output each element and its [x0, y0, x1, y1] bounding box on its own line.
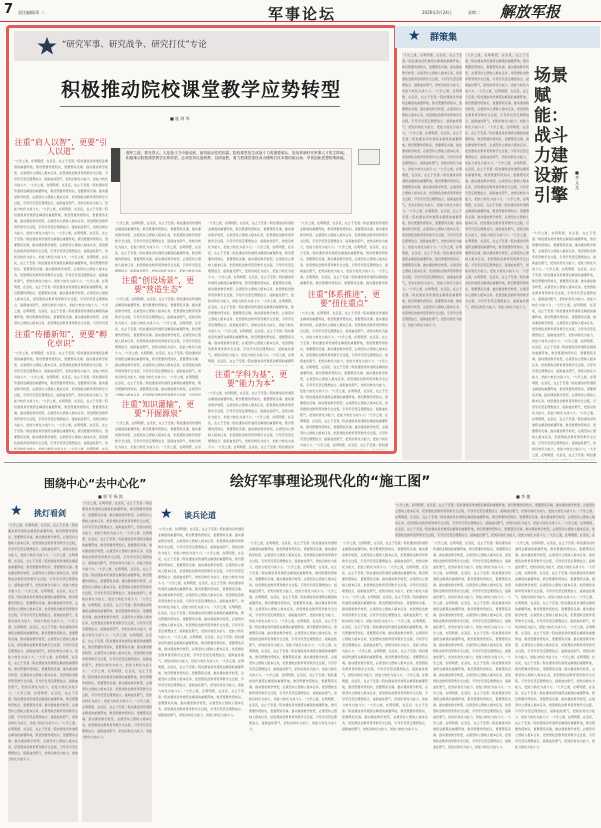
section-heading-6: 注重“体系推进”，更要“扭住重点” — [307, 290, 381, 308]
star-icon: ★ — [160, 506, 173, 522]
body-text-col3: “大学之道，在明明德，在亲民，在止于至善。”院校课堂是传道授业解惑的重要阵地，教员既要传授知识，更要塑造灵魂。推动课堂教学转型，必须坚持立德树人根本任务，把思想政治教育贯穿教学全过程，引导学员坚定理想信念、砥砺血性胆气，把知识转化为能力，把能力转化为战斗力。“大学之道，在明明德，在亲民，在止于至善。”院校课堂是传道授业解惑的重要阵地，教员既要传授知识，更要塑造灵魂。推动课堂教学转型，必须坚持立德树人根本任务，把思想政治教育贯穿教学全过程，引导学员坚定理想信念、砥砺血性胆气，把知识转化为能力，把能力转化为战斗力。“大学之道，在明明德，在亲民，在止于至善。”院校课堂是传道授业解惑的重要阵地，教员既要传授知识，更要塑造灵魂。推动课堂教学转型，必须坚持立德树人根本任务，把思想政治教育贯穿教学全过程，引导学员坚定理想信念、砥砺血性胆气，把知识转化为能力，把能力转化为战斗力。“大学之道，在明明德，在亲民，在止于至善。”院校课堂是传道授业解惑的重要阵地，教员既要传授知识，更要塑造灵魂。推动课堂教学转型，必须坚持立德树人根本任务，把思想政治教育贯穿教学全过程，引导学员坚定理想信念、砥砺血性胆气，把知识转化为能力，把能力转化为战斗力。“大学之道，在明明德，在亲民，在止于至善。”院校课堂是传道授业解惑的重要阵地，教员既要传授知识，更要塑造灵魂。推动课堂教学转型，必须坚持立德树人根本任务，把思想政治教育贯穿教学全过程，引导学员坚定理想信念、砥砺血性胆气，把知识转化为能力，把能力转化为战斗力。“大学之道，在明明德，在亲民，在止于至善。”院校课堂是传道授业解惑的重要阵 — [208, 221, 294, 363]
star-emblem-icon — [36, 36, 58, 56]
bottom-right-body-col5: “大学之道，在明明德，在亲民，在止于至善。”院校课堂是传道授业解惑的重要阵地，教员既要传授知识，更要塑造灵魂。推动课堂教学转型，必须坚持立德树人根本任务，把思想政治教育贯穿教学全过程，引导学员坚定理想信念、砥砺血性胆气，把知识转化为能力，把能力转化为战斗力。“大学之道，在明明德，在亲民，在止于至善。”院校课堂是传道授业解惑的重要阵地，教员既要传授知识，更要塑造灵魂。推动课堂教学转型，必须坚持立德树人根本任务，把思想政治教育贯穿教学全过程，引导学员坚定理想信念、砥砺血性胆气，把知识转化为能力，把能力转化为战斗力。“大学之道，在明明德，在亲民，在止于至善。”院校课堂是传道授业解惑的重要阵地，教员既要传授知识，更要塑造灵魂。推动课堂教学转型，必须坚持立德树人根本任务，把思想政治教育贯穿教学全过程，引导学员坚定理想信念、砥砺血性胆气，把知识转化为能力，把能力转化为战斗力。“大学之道，在明明德，在亲民，在止于至善。”院校课堂是传道授业解惑的重要阵地，教员既要传授知识，更要塑造灵魂。推动课堂教学转型，必须坚持立德树人根本任务，把思想政治教育贯穿教学全过程，引导学员坚定理想信念、砥砺血性胆气，把知识转化为能力，把能力转化为战斗力。“大学之道，在明明德，在亲民，在止于至善。”院校课堂是传道授业解惑的重要阵地，教员既要传授知识，更要塑造灵魂。推动课堂教学转型，必须坚持立德树人根本任务，把思想政治教育贯穿教学全过程，引导学员坚定理想信念、砥砺血性胆气，把知识转化为能力，把能力转化为战斗力。“大学之道，在明明德，在亲民，在止于至善。”院校课堂是传道授业解惑的重要阵地，教员既要传授知识，更要塑造灵魂。推动课堂教学转型，必须坚持立德树人根本任务，把思想政治教育贯穿教学全过程，引导学员坚定理想信念、砥砺血性胆气，把知识转化为能力，把能力转化为战斗力。“大学之道，在明明德，在亲民，在止于至善。”院校课堂是传道授业解惑的重要阵地，教员既要传授知识，更要塑造灵魂。推动课堂教学转型，必须坚持立德树人根本任务，把思想政治教育贯穿教学全过程，引导学员坚定理想信念、砥砺血性胆气，把知识转化为能力，把能力转化为战斗力。 — [515, 541, 595, 749]
issue-date: 2026年3月24日 — [422, 10, 452, 15]
body-text-col4b: “大学之道，在明明德，在亲民，在止于至善。”院校课堂是传道授业解惑的重要阵地，教员既要传授知识，更要塑造灵魂。推动课堂教学转型，必须坚持立德树人根本任务，把思想政治教育贯穿教学全过程，引导学员坚定理想信念、砥砺血性胆气，把知识转化为能力，把能力转化为战斗力。“大学之道，在明明德，在亲民，在止于至善。”院校课堂是传道授业解惑的重要阵地，教员既要传授知识，更要塑造灵魂。推动课堂教学转型，必须坚持立德树人根本任务，把思想政治教育贯穿教学全过程，引导学员坚定理想信念、砥砺血性胆气，把知识转化为能力，把能力转化为战斗力。“大学之道，在明明德，在亲民，在止于至善。”院校课堂是传道授业解惑的重要阵地，教员既要传授知识，更要塑造灵魂。推动课堂教学转型，必须坚持立德树人根本任务，把思想政治教育贯穿教学全过程，引导学员坚定理想信念、砥砺血性胆气，把知识转化为能力，把能力转化为战斗力。“大学之道，在明明德，在亲民，在止于至善。”院校课堂是传道授业解惑的重要阵地，教员既要传授知识，更要塑造灵魂。推动课堂教学转型，必须坚持立德树人根本任务，把思想政治教育贯穿教学全过程，引导学员坚定理想信念、砥砺血性胆气，把知识转化为能力，把能力转化为战斗力。“大学之道，在明明德，在亲民，在止于至善。”院校课堂是传道授业解惑的重要阵地，教员既要传授知识，更要塑造灵魂。推动课堂教学转型，必须坚持立德树人根本任务，把思想政治教育贯穿教学全过程，引导学员坚定理想信念、砥砺血性胆气，把知识转化为能力，把能力转化为战斗力。“大学之道，在明明德，在亲民，在止于至善。”院校课 — [300, 311, 388, 447]
section-heading-5: 注重“学科为基”，更要“能力为本” — [214, 370, 288, 388]
bottom-right-body-col1: “大学之道，在明明德，在亲民，在止于至善。”院校课堂是传道授业解惑的重要阵地，教员既要传授知识，更要塑造灵魂。推动课堂教学转型，必须坚持立德树人根本任务，把思想政治教育贯穿教学全过程，引导学员坚定理想信念、砥砺血性胆气，把知识转化为能力，把能力转化为战斗力。“大学之道，在明明德，在亲民，在止于至善。”院校课堂是传道授业解惑的重要阵地，教员既要传授知识，更要塑造灵魂。推动课堂教学转型，必须坚持立德树人根本任务，把思想政治教育贯穿教学全过程，引导学员坚定理想信念、砥砺血性胆气，把知识转化为能力，把能力转化为战斗力。“大学之道，在明明德，在亲民，在止于至善。”院校课堂是传道授业解惑的重要阵地，教员既要传授知识，更要塑造灵魂。推动课堂教学转型，必须坚持立德树人根本任务，把思想政治教育贯穿教学全过程，引导学员坚定理想信念、砥砺血性胆气，把知识转化为能力，把能力转化为战斗力。“大学之道，在明明德，在亲民，在止于至善。”院校课堂是传道授业解惑的重要阵地，教员既要传授知识，更要塑造灵魂。推动课堂教学转型，必须坚持立德树人根本任务，把思想政治教育贯穿教学全过程，引导学员坚定理想信念、砥砺血性胆气，把知识转化为能力，把能力转化为战斗力。“大学之道，在明明德，在亲民，在止于至善。”院校课堂是传道授业解惑的重要阵地，教员既要传授知识，更要塑造灵魂。推动课堂教学转型，必须坚持立德树人根本任务，把思想政治教育贯穿教学全过程，引导学员坚定理想信念、砥砺血性胆气，把知识转化为能力，把能力转化为战斗力。“大学之道，在明明德，在亲民，在止于至善。”院校课堂是传道授业解惑的重要阵地，教员既要传授知识，更要塑造灵魂。推动课堂教学转型，必须坚持立德树人根本任务，把思想政治教育贯穿教学全过程，引导学员坚定理想信念、砥砺血性胆气，把知识转化为能力，把能力转化为战斗力。“大学之道，在明明德，在亲民，在止于至善。”院校课堂是传道授业解惑的重要阵地，教员既要传授知识，更要塑造灵魂。推动课堂教学转型，必须坚持立德树人根本任务，把思想政治教育贯穿教学全过程，引导学员坚定理想信念、砥砺血性胆气，把知识转化为能力，把能力转化为战斗力。 — [158, 527, 244, 717]
body-text-col4: “大学之道，在明明德，在亲民，在止于至善。”院校课堂是传道授业解惑的重要阵地，教员既要传授知识，更要塑造灵魂。推动课堂教学转型，必须坚持立德树人根本任务，把思想政治教育贯穿教学全过程，引导学员坚定理想信念、砥砺血性胆气，把知识转化为能力，把能力转化为战斗力。“大学之道，在明明德，在亲民，在止于至善。”院校课堂是传道授业解惑的重要阵地，教员既要传授知识，更要塑造灵魂。推动课堂教学转型，必须坚持立德树人根本任务，把思想政治教育贯穿教学全过程，引导学员坚定理想信念、砥砺血性胆气，把知识转化为能力，把能力转化为战斗力。“大学之道，在明明德，在亲民，在止于至善。”院校课堂是传道授业解惑的重要阵地，教员既要传授知识，更要塑造灵魂。推动课堂教学转 — [300, 221, 388, 285]
right-body-col1: “大学之道，在明明德，在亲民，在止于至善。”院校课堂是传道授业解惑的重要阵地，教员既要传授知识，更要塑造灵魂。推动课堂教学转型，必须坚持立德树人根本任务，把思想政治教育贯穿教学全过程，引导学员坚定理想信念、砥砺血性胆气，把知识转化为能力，把能力转化为战斗力。“大学之道，在明明德，在亲民，在止于至善。”院校课堂是传道授业解惑的重要阵地，教员既要传授知识，更要塑造灵魂。推动课堂教学转型，必须坚持立德树人根本任务，把思想政治教育贯穿教学全过程，引导学员坚定理想信念、砥砺血性胆气，把知识转化为能力，把能力转化为战斗力。“大学之道，在明明德，在亲民，在止于至善。”院校课堂是传道授业解惑的重要阵地，教员既要传授知识，更要塑造灵魂。推动课堂教学转型，必须坚持立德树人根本任务，把思想政治教育贯穿教学全过程，引导学员坚定理想信念、砥砺血性胆气，把知识转化为能力，把能力转化为战斗力。“大学之道，在明明德，在亲民，在止于至善。”院校课堂是传道授业解惑的重要阵地，教员既要传授知识，更要塑造灵魂。推动课堂教学转型，必须坚持立德树人根本任务，把思想政治教育贯穿教学全过程，引导学员坚定理想信念、砥砺血性胆气，把知识转化为能力，把能力转化为战斗力。“大学之道，在明明德，在亲民，在止于至善。”院校课堂是传道授业解惑的重要阵地，教员既要传授知识，更要塑造灵魂。推动课堂教学转型，必须坚持立德树人根本任务，把思想政治教育贯穿教学全过程，引导学员坚定理想信念、砥砺血性胆气，把知识转化为能力，把能力转化为战斗力。“大学之道，在明明德，在亲民，在止于至善。”院校课堂是传道授业解惑的重要阵地，教员既要传授知识，更要塑造灵魂。推动课堂教学转型，必须坚持立德树人根本任务，把思想政治教育贯穿教学全过程，引导学员坚定理想信念、砥砺血性胆气，把知识转化为能力，把能力转化为战斗力。“大学之道，在明明德，在亲民，在止于至善。”院校课堂是传道授业解惑的重要阵地，教员既要传授知识，更要塑造灵魂。推动课堂教学转型，必须坚持立德树人根本任务，把思想政治教育贯穿教学全过程，引导学员坚定理想信念、砥砺血性胆气，把知识转化为能力，把能力转化为战斗力。 — [402, 52, 462, 460]
section-divider — [4, 462, 597, 463]
bottom-left-body-col2: “大学之道，在明明德，在亲民，在止于至善。”院校课堂是传道授业解惑的重要阵地，教员既要传授知识，更要塑造灵魂。推动课堂教学转型，必须坚持立德树人根本任务，把思想政治教育贯穿教学全过程，引导学员坚定理想信念、砥砺血性胆气，把知识转化为能力，把能力转化为战斗力。“大学之道，在明明德，在亲民，在止于至善。”院校课堂是传道授业解惑的重要阵地，教员既要传授知识，更要塑造灵魂。推动课堂教学转型，必须坚持立德树人根本任务，把思想政治教育贯穿教学全过程，引导学员坚定理想信念、砥砺血性胆气，把知识转化为能力，把能力转化为战斗力。“大学之道，在明明德，在亲民，在止于至善。”院校课堂是传道授业解惑的重要阵地，教员既要传授知识，更要塑造灵魂。推动课堂教学转型，必须坚持立德树人根本任务，把思想政治教育贯穿教学全过程，引导学员坚定理想信念、砥砺血性胆气，把知识转化为能力，把能力转化为战斗力。“大学之道，在明明德，在亲民，在止于至善。”院校课堂是传道授业解惑的重要阵地，教员既要传授知识，更要塑造灵魂。推动课堂教学转型，必须坚持立德树人根本任务，把思想政治教育贯穿教学全过程，引导学员坚定理想信念、砥砺血性胆气，把知识转化为能力，把能力转化为战斗力。“大学之道，在明明德，在亲民，在止于至善。”院校课堂是传道授业解惑的重要阵地，教员既要传授知识，更要塑造灵魂。推动课堂教学转型，必须坚持立德树人根本任务，把思想政治教育贯穿教学全过程，引导学员坚定理想信念、砥砺血性胆气，把知识转化为能力，把能力转化为战斗力。“大学之道，在明明德，在亲民，在止于至善。”院校课堂是传道授业解惑的重要阵地，教员既要传授知识，更要塑造灵魂。推动课堂教学转型，必须坚持立德树人根本任务，把思想政治教育贯穿教学全过程，引导学员坚定理想信念、砥砺血性胆气，把知识转化为能力，把能力转化为战斗力。“大学之道，在明明德，在亲民，在止于至善。”院校课堂是传道授业解惑的重要阵地，教员既要传授知识，更要塑造灵魂。推动课堂教学转型，必须坚持立德树人根本任务，把思想政治教育贯穿教学全过程，引导学员坚定理想信念、砥砺血性胆气，把知识转化为能力，把能力转化为战斗力。 — [82, 500, 152, 822]
bottom-left-body-col1: “大学之道，在明明德，在亲民，在止于至善。”院校课堂是传道授业解惑的重要阵地，教员既要传授知识，更要塑造灵魂。推动课堂教学转型，必须坚持立德树人根本任务，把思想政治教育贯穿教学全过程，引导学员坚定理想信念、砥砺血性胆气，把知识转化为能力，把能力转化为战斗力。“大学之道，在明明德，在亲民，在止于至善。”院校课堂是传道授业解惑的重要阵地，教员既要传授知识，更要塑造灵魂。推动课堂教学转型，必须坚持立德树人根本任务，把思想政治教育贯穿教学全过程，引导学员坚定理想信念、砥砺血性胆气，把知识转化为能力，把能力转化为战斗力。“大学之道，在明明德，在亲民，在止于至善。”院校课堂是传道授业解惑的重要阵地，教员既要传授知识，更要塑造灵魂。推动课堂教学转型，必须坚持立德树人根本任务，把思想政治教育贯穿教学全过程，引导学员坚定理想信念、砥砺血性胆气，把知识转化为能力，把能力转化为战斗力。“大学之道，在明明德，在亲民，在止于至善。”院校课堂是传道授业解惑的重要阵地，教员既要传授知识，更要塑造灵魂。推动课堂教学转型，必须坚持立德树人根本任务，把思想政治教育贯穿教学全过程，引导学员坚定理想信念、砥砺血性胆气，把知识转化为能力，把能力转化为战斗力。“大学之道，在明明德，在亲民，在止于至善。”院校课堂是传道授业解惑的重要阵地，教员既要传授知识，更要塑造灵魂。推动课堂教学转型，必须坚持立德树人根本任务，把思想政治教育贯穿教学全过程，引导学员坚定理想信念、砥砺血性胆气，把知识转化为能力，把能力转化为战斗力。“大学之道，在明明德，在亲民，在止于至善。”院校课堂是传道授业解惑的重要阵地，教员既要传授知识，更要塑造灵魂。推动课堂教学转型，必须坚持立德树人根本任务，把思想政治教育贯穿教学全过程，引导学员坚定理想信念、砥砺血性胆气，把知识转化为能力，把能力转化为战斗力。“大学之道，在明明德，在亲民，在止于至善。”院校课堂是传道授业解惑的重要阵地，教员既要传授知识，更要塑造灵魂。推动课堂教学转型，必须坚持立德树人根本任务，把思想政治教育贯穿教学全过程，引导学员坚定理想信念、砥砺血性胆气，把知识转化为能力，把能力转化为战斗力。 — [8, 522, 78, 822]
lead-quote-text: 强军之道，要在得人。人是战斗力中最活跃、最具能动性的因素。院校课堂是生成战斗力的重要源头，是培养新时代军事人才的主阵地。积极推动院校课堂教学应势转型，必须坚持以战领教、以研促教，着力把课堂建设成为锤炼打仗本领的练兵场、孕育创新思想的策源地。 — [126, 151, 348, 161]
section-heading-4: 注重“知识灌输”，更要“开掘源泉” — [121, 400, 195, 418]
body-text-col1: “大学之道，在明明德，在亲民，在止于至善。”院校课堂是传道授业解惑的重要阵地，教员既要传授知识，更要塑造灵魂。推动课堂教学转型，必须坚持立德树人根本任务，把思想政治教育贯穿教学全过程，引导学员坚定理想信念、砥砺血性胆气，把知识转化为能力，把能力转化为战斗力。“大学之道，在明明德，在亲民，在止于至善。”院校课堂是传道授业解惑的重要阵地，教员既要传授知识，更要塑造灵魂。推动课堂教学转型，必须坚持立德树人根本任务，把思想政治教育贯穿教学全过程，引导学员坚定理想信念、砥砺血性胆气，把知识转化为能力，把能力转化为战斗力。“大学之道，在明明德，在亲民，在止于至善。”院校课堂是传道授业解惑的重要阵地，教员既要传授知识，更要塑造灵魂。推动课堂教学转型，必须坚持立德树人根本任务，把思想政治教育贯穿教学全过程，引导学员坚定理想信念、砥砺血性胆气，把知识转化为能力，把能力转化为战斗力。“大学之道，在明明德，在亲民，在止于至善。”院校课堂是传道授业解惑的重要阵地，教员既要传授知识，更要塑造灵魂。推动课堂教学转型，必须坚持立德树人根本任务，把思想政治教育贯穿教学全过程，引导学员坚定理想信念、砥砺血性胆气，把知识转化为能力，把能力转化为战斗力。“大学之道，在明明德，在亲民，在止于至善。”院校课堂是传道授业解惑的重要阵地，教员既要传授知识，更要塑造灵魂。推动课堂教学转型，必须坚持立德树人根本任务，把思想政治教育贯穿教学全过程，引导学员坚定理想信念、砥砺血性胆气，把知识转化为能力，把能力转化为战斗力。“大学之道，在明明德，在亲民，在止于至善。”院校课堂是传道授业解惑的重要阵地，教员既要传授知识，更要塑造灵魂。推动课堂教学转型，必须坚持立德树人根本任务，把思想政治教育贯穿教学全过程，引导学员坚定理想信念、砥砺血性胆气，把知识转化为能力，把能力转化为战斗力。“大学之道，在明明德，在亲民，在止于至善。”院校课堂是传道授业解惑的重要阵地，教员既要传授知识，更要塑造灵魂。推动课堂教学转型，必须坚持立德树人根本任务，把思想政治教育贯穿教学全过程，引导学员坚 — [14, 159, 108, 325]
body-text-col3b: “大学之道，在明明德，在亲民，在止于至善。”院校课堂是传道授业解惑的重要阵地，教员既要传授知识，更要塑造灵魂。推动课堂教学转型，必须坚持立德树人根本任务，把思想政治教育贯穿教学全过程，引导学员坚定理想信念、砥砺血性胆气，把知识转化为能力，把能力转化为战斗力。“大学之道，在明明德，在亲民，在止于至善。”院校课堂是传道授业解惑的重要阵地，教员既要传授知识，更要塑造灵魂。推动课堂教学转型，必须坚持立德树人根本任务，把思想政治教育贯穿教学全过程，引导学员坚定理想信念、砥砺血性胆气，把知识转化为能力，把能力转化为战斗力。“大学之道，在明明德，在亲民，在止于至善。”院校课堂是 — [208, 391, 294, 449]
star-icon: ★ — [408, 28, 421, 44]
editor-credit: 责任编辑/邓 二 — [18, 10, 45, 15]
body-text-col1b: “大学之道，在明明德，在亲民，在止于至善。”院校课堂是传道授业解惑的重要阵地，教员既要传授知识，更要塑造灵魂。推动课堂教学转型，必须坚持立德树人根本任务，把思想政治教育贯穿教学全过程，引导学员坚定理想信念、砥砺血性胆气，把知识转化为能力，把能力转化为战斗力。“大学之道，在明明德，在亲民，在止于至善。”院校课堂是传道授业解惑的重要阵地，教员既要传授知识，更要塑造灵魂。推动课堂教学转型，必须坚持立德树人根本任务，把思想政治教育贯穿教学全过程，引导学员坚定理想信念、砥砺血性胆气，把知识转化为能力，把能力转化为战斗力。“大学之道，在明明德，在亲民，在止于至善。”院校课堂是传道授业解惑的重要阵地，教员既要传授知识，更要塑造灵魂。推动课堂教学转型，必须坚持立德树人根本任务，把思想政治教育贯穿教学全过程，引导学员坚定理想信念、砥砺血性胆气，把知识转化为能力，把能力转化为战斗力。“大学之道，在明明德，在亲民，在止于至善。”院校课堂是传道授业解惑的重要阵地，教员既要传授知识，更要塑造灵魂。推动课堂教学转型，必须坚持立德树人根本任务，把思想政治教育贯穿教学全过程，引导学员坚定理想信念、砥砺血性胆气，把知识转化为能力，把能力转化为战斗力。“大学之道，在明明德，在亲 — [14, 351, 108, 450]
right-body-col2: “大学之道，在明明德，在亲民，在止于至善。”院校课堂是传道授业解惑的重要阵地，教员既要传授知识，更要塑造灵魂。推动课堂教学转型，必须坚持立德树人根本任务，把思想政治教育贯穿教学全过程，引导学员坚定理想信念、砥砺血性胆气，把知识转化为能力，把能力转化为战斗力。“大学之道，在明明德，在亲民，在止于至善。”院校课堂是传道授业解惑的重要阵地，教员既要传授知识，更要塑造灵魂。推动课堂教学转型，必须坚持立德树人根本任务，把思想政治教育贯穿教学全过程，引导学员坚定理想信念、砥砺血性胆气，把知识转化为能力，把能力转化为战斗力。“大学之道，在明明德，在亲民，在止于至善。”院校课堂是传道授业解惑的重要阵地，教员既要传授知识，更要塑造灵魂。推动课堂教学转型，必须坚持立德树人根本任务，把思想政治教育贯穿教学全过程，引导学员坚定理想信念、砥砺血性胆气，把知识转化为能力，把能力转化为战斗力。“大学之道，在明明德，在亲民，在止于至善。”院校课堂是传道授业解惑的重要阵地，教员既要传授知识，更要塑造灵魂。推动课堂教学转型，必须坚持立德树人根本任务，把思想政治教育贯穿教学全过程，引导学员坚定理想信念、砥砺血性胆气，把知识转化为能力，把能力转化为战斗力。“大学之道，在明明德，在亲民，在止于至善。”院校课堂是传道授业解惑的重要阵地，教员既要传授知识，更要塑造灵魂。推动课堂教学转型，必须坚持立德树人根本任务，把思想政治教育贯穿教学全过程，引导学员坚定理想信念、砥砺血性胆气，把知识转化为能力，把能力转化为战斗力。“大学之道，在明明德，在亲民，在止于至善。”院校课堂是传道授业解惑的重要阵地，教员既要传授知识，更要塑造灵魂。推动课堂教学转型，必须坚持立德树人根本任务，把思想政治教育贯穿教学全过程，引导学员坚定理想信念、砥砺血性胆气，把知识转化为能力，把能力转化为战斗力。“大学之道，在明明德，在亲民，在止于至善。”院校课堂是传道授业解惑的重要阵地，教员既要传授知识，更要塑造灵魂。推动课堂教学转型，必须坚持立德树人根本任务，把思想政治教育贯穿教学全过程，引导学员坚定理想信念、砥砺血性胆气，把知识转化为能力，把能力转化为战斗力。 — [465, 52, 529, 460]
bottom-right-body-col2: “大学之道，在明明德，在亲民，在止于至善。”院校课堂是传道授业解惑的重要阵地，教员既要传授知识，更要塑造灵魂。推动课堂教学转型，必须坚持立德树人根本任务，把思想政治教育贯穿教学全过程，引导学员坚定理想信念、砥砺血性胆气，把知识转化为能力，把能力转化为战斗力。“大学之道，在明明德，在亲民，在止于至善。”院校课堂是传道授业解惑的重要阵地，教员既要传授知识，更要塑造灵魂。推动课堂教学转型，必须坚持立德树人根本任务，把思想政治教育贯穿教学全过程，引导学员坚定理想信念、砥砺血性胆气，把知识转化为能力，把能力转化为战斗力。“大学之道，在明明德，在亲民，在止于至善。”院校课堂是传道授业解惑的重要阵地，教员既要传授知识，更要塑造灵魂。推动课堂教学转型，必须坚持立德树人根本任务，把思想政治教育贯穿教学全过程，引导学员坚定理想信念、砥砺血性胆气，把知识转化为能力，把能力转化为战斗力。“大学之道，在明明德，在亲民，在止于至善。”院校课堂是传道授业解惑的重要阵地，教员既要传授知识，更要塑造灵魂。推动课堂教学转型，必须坚持立德树人根本任务，把思想政治教育贯穿教学全过程，引导学员坚定理想信念、砥砺血性胆气，把知识转化为能力，把能力转化为战斗力。“大学之道，在明明德，在亲民，在止于至善。”院校课堂是传道授业解惑的重要阵地，教员既要传授知识，更要塑造灵魂。推动课堂教学转型，必须坚持立德树人根本任务，把思想政治教育贯穿教学全过程，引导学员坚定理想信念、砥砺血性胆气，把知识转化为能力，把能力转化为战斗力。“大学之道，在明明德，在亲民，在止于至善。”院校课堂是传道授业解惑的重要阵地，教员既要传授知识，更要塑造灵魂。推动课堂教学转型，必须坚持立德树人根本任务，把思想政治教育贯穿教学全过程，引导学员坚定理想信念、砥砺血性胆气，把知识转化为能力，把能力转化为战斗力。“大学之道，在明明德，在亲民，在止于至善。”院校课堂是传道授业解惑的重要阵地，教员既要传授知识，更要塑造灵魂。推动课堂教学转型，必须坚持立德树人根本任务，把思想政治教育贯穿教学全过程，引导学员坚定理想信念、砥砺血性胆气，把知识转化为能力，把能力转化为战斗力。 — [249, 541, 337, 731]
body-text-col2c: “大学之道，在明明德，在亲民，在止于至善。”院校课堂是传道授业解惑的重要阵地，教员既要传授知识，更要塑造灵魂。推动课堂教学转型，必须坚持立德树人根本任务，把思想政治教育贯穿教学全过程，引导学员坚定理想信念、砥砺血性胆气，把知识转化为能力，把能力转化为战斗力。“大学之道，在明明德，在亲 — [115, 421, 201, 449]
star-icon: ★ — [10, 503, 23, 519]
newspaper-logo: 解放军报 — [500, 3, 561, 21]
article-author: ■ 庞 鸿 华 — [170, 116, 190, 121]
issue-weekday: 星期二 — [468, 10, 480, 15]
bottom-right-section-label: 谈兵论道 — [184, 511, 216, 520]
column-banner-title: “研究军事、研究战争、研究打仗”专论 — [62, 40, 207, 50]
bottom-left-author: ■ 郭 军 杨 凯 — [98, 494, 123, 499]
section-heading-1: 注重“肩人以智”，更要“引人以道” — [14, 138, 108, 156]
article-headline: 积极推动院校课堂教学应势转型 — [60, 79, 341, 101]
bottom-right-body-col3: “大学之道，在明明德，在亲民，在止于至善。”院校课堂是传道授业解惑的重要阵地，教员既要传授知识，更要塑造灵魂。推动课堂教学转型，必须坚持立德树人根本任务，把思想政治教育贯穿教学全过程，引导学员坚定理想信念、砥砺血性胆气，把知识转化为能力，把能力转化为战斗力。“大学之道，在明明德，在亲民，在止于至善。”院校课堂是传道授业解惑的重要阵地，教员既要传授知识，更要塑造灵魂。推动课堂教学转型，必须坚持立德树人根本任务，把思想政治教育贯穿教学全过程，引导学员坚定理想信念、砥砺血性胆气，把知识转化为能力，把能力转化为战斗力。“大学之道，在明明德，在亲民，在止于至善。”院校课堂是传道授业解惑的重要阵地，教员既要传授知识，更要塑造灵魂。推动课堂教学转型，必须坚持立德树人根本任务，把思想政治教育贯穿教学全过程，引导学员坚定理想信念、砥砺血性胆气，把知识转化为能力，把能力转化为战斗力。“大学之道，在明明德，在亲民，在止于至善。”院校课堂是传道授业解惑的重要阵地，教员既要传授知识，更要塑造灵魂。推动课堂教学转型，必须坚持立德树人根本任务，把思想政治教育贯穿教学全过程，引导学员坚定理想信念、砥砺血性胆气，把知识转化为能力，把能力转化为战斗力。“大学之道，在明明德，在亲民，在止于至善。”院校课堂是传道授业解惑的重要阵地，教员既要传授知识，更要塑造灵魂。推动课堂教学转型，必须坚持立德树人根本任务，把思想政治教育贯穿教学全过程，引导学员坚定理想信念、砥砺血性胆气，把知识转化为能力，把能力转化为战斗力。“大学之道，在明明德，在亲民，在止于至善。”院校课堂是传道授业解惑的重要阵地，教员既要传授知识，更要塑造灵魂。推动课堂教学转型，必须坚持立德树人根本任务，把思想政治教育贯穿教学全过程，引导学员坚定理想信念、砥砺血性胆气，把知识转化为能力，把能力转化为战斗力。“大学之道，在明明德，在亲民，在止于至善。”院校课堂是传道授业解惑的重要阵地，教员既要传授知识，更要塑造灵魂。推动课堂教学转型，必须坚持立德树人根本任务，把思想政治教育贯穿教学全过程，引导学员坚定理想信念、砥砺血性胆气，把知识转化为能力，把能力转化为战斗力。 — [342, 541, 428, 731]
bottom-left-section-label: 挑灯看剑 — [34, 509, 66, 518]
section-heading-3: 注重“创设场景”，更要“营造生态” — [121, 276, 195, 294]
right-section-label: 群策集 — [430, 33, 458, 43]
right-body-col3: “大学之道，在明明德，在亲民，在止于至善。”院校课堂是传道授业解惑的重要阵地，教员既要传授知识，更要塑造灵魂。推动课堂教学转型，必须坚持立德树人根本任务，把思想政治教育贯穿教学全过程，引导学员坚定理想信念、砥砺血性胆气，把知识转化为能力，把能力转化为战斗力。“大学之道，在明明德，在亲民，在止于至善。”院校课堂是传道授业解惑的重要阵地，教员既要传授知识，更要塑造灵魂。推动课堂教学转型，必须坚持立德树人根本任务，把思想政治教育贯穿教学全过程，引导学员坚定理想信念、砥砺血性胆气，把知识转化为能力，把能力转化为战斗力。“大学之道，在明明德，在亲民，在止于至善。”院校课堂是传道授业解惑的重要阵地，教员既要传授知识，更要塑造灵魂。推动课堂教学转型，必须坚持立德树人根本任务，把思想政治教育贯穿教学全过程，引导学员坚定理想信念、砥砺血性胆气，把知识转化为能力，把能力转化为战斗力。“大学之道，在明明德，在亲民，在止于至善。”院校课堂是传道授业解惑的重要阵地，教员既要传授知识，更要塑造灵魂。推动课堂教学转型，必须坚持立德树人根本任务，把思想政治教育贯穿教学全过程，引导学员坚定理想信念、砥砺血性胆气，把知识转化为能力，把能力转化为战斗力。“大学之道，在明明德，在亲民，在止于至善。”院校课堂是传道授业解惑的重要阵地，教员既要传授知识，更要塑造灵魂。推动课堂教学转型，必须坚持立德树人根本任务，把思想政治教育贯穿教学全过程，引导学员坚定理想信念、砥砺血性胆气，把知识转化为能力，把能力转化为战斗力。“大学之道，在明明德，在亲民，在止于至善。”院校课堂是传道授业解惑的重要阵地，教员既要传授知识，更要塑造灵魂。推动课堂教学转型，必须坚持立德树人根本任务，把思想政治教育贯穿教学全过程，引导学员坚定理想信念、砥砺血性胆气，把知识转化为能力，把能力转化为战斗力。“大学之道，在明明德，在亲民，在止于至善。”院校课 — [532, 231, 596, 457]
bottom-left-headline: 围绕中心“去中心化” — [44, 477, 147, 490]
bottom-right-intro: “大学之道，在明明德，在亲民，在止于至善。”院校课堂是传道授业解惑的重要阵地，教员既要传授知识，更要塑造灵魂。推动课堂教学转型，必须坚持立德树人根本任务，把思想政治教育贯穿教学全过程，引导学员坚定理想信念、砥砺血性胆气，把知识转化为能力，把能力转化为战斗力。“大学之道，在明明德，在亲民，在止于至善。”院校课堂是传道授业解惑的重要阵地，教员既要传授知识，更要塑造灵魂。推动课堂教学转型，必须坚持立德树人根本任务，把思想政治教育贯穿教学全过程，引导学员坚定理想信念、砥砺血性胆气，把知识转化为能力，把能力转化为战斗力。“大学之道，在明明德，在亲民，在止于至善。”院校课堂是传道授业解惑的重要阵地，教员既要传授知识，更要塑造灵魂。推动课堂教学转型，必须坚持立德树人根本任务，把思想政治教育贯穿教学全过程，引导学员坚定理想信念、砥砺血性胆气，把知识转化为能力，把能力转化为战斗力。“大学之道，在明明德，在亲民，在 — [395, 503, 595, 537]
bottom-right-headline: 绘好军事理论现代化的“施工图” — [230, 474, 431, 490]
right-section-banner — [395, 26, 600, 48]
section-heading-2: 注重“传播新知”，更要“孵化卓识” — [14, 330, 108, 348]
body-text-col2b: “大学之道，在明明德，在亲民，在止于至善。”院校课堂是传道授业解惑的重要阵地，教员既要传授知识，更要塑造灵魂。推动课堂教学转型，必须坚持立德树人根本任务，把思想政治教育贯穿教学全过程，引导学员坚定理想信念、砥砺血性胆气，把知识转化为能力，把能力转化为战斗力。“大学之道，在明明德，在亲民，在止于至善。”院校课堂是传道授业解惑的重要阵地，教员既要传授知识，更要塑造灵魂。推动课堂教学转型，必须坚持立德树人根本任务，把思想政治教育贯穿教学全过程，引导学员坚定理想信念、砥砺血性胆气，把知识转化为能力，把能力转化为战斗力。“大学之道，在明明德，在亲民，在止于至善。”院校课堂是传道授业解惑的重要阵地，教员既要传授知识，更要塑造灵魂。推动课堂教学转型，必须坚持立德树人根本任务，把思想政治教育贯穿教学全过程，引导学员坚定理想信念、砥砺血性胆气，把知识转化为能力，把能力转化为战斗力。“大学之道，在明明德，在亲民，在止于至善。”院校课堂是传道授业解惑的重要阵地，教员既要传授知识，更要塑造灵魂。推动课堂教学转型，必须坚持立德树人根本任务，把思想政治教育贯穿教学全过程，引导学员 — [115, 297, 201, 396]
bottom-right-author: ■ 李 婕 — [516, 494, 531, 499]
page-number: 7 — [4, 2, 14, 17]
body-text-col2: “大学之道，在明明德，在亲民，在止于至善。”院校课堂是传道授业解惑的重要阵地，教员既要传授知识，更要塑造灵魂。推动课堂教学转型，必须坚持立德树人根本任务，把思想政治教育贯穿教学全过程，引导学员坚定理想信念、砥砺血性胆气，把知识转化为能力，把能力转化为战斗力。“大学之道，在明明德，在亲民，在止于至善。”院校课堂是传道授业解惑的重要阵地，教员既要传授知识，更要塑造灵魂。推动课堂教学转型，必须坚持立德树人根本任务，把思想政治教育贯穿教学全过程，引导学员坚定理想信念、砥砺血性胆气，把知识转化为能力，把能力转化为战 — [115, 221, 201, 272]
headline-rule — [60, 106, 340, 107]
right-article-author: ■ 李 文 龙 — [575, 170, 579, 190]
bottom-right-body-col4: “大学之道，在明明德，在亲民，在止于至善。”院校课堂是传道授业解惑的重要阵地，教员既要传授知识，更要塑造灵魂。推动课堂教学转型，必须坚持立德树人根本任务，把思想政治教育贯穿教学全过程，引导学员坚定理想信念、砥砺血性胆气，把知识转化为能力，把能力转化为战斗力。“大学之道，在明明德，在亲民，在止于至善。”院校课堂是传道授业解惑的重要阵地，教员既要传授知识，更要塑造灵魂。推动课堂教学转型，必须坚持立德树人根本任务，把思想政治教育贯穿教学全过程，引导学员坚定理想信念、砥砺血性胆气，把知识转化为能力，把能力转化为战斗力。“大学之道，在明明德，在亲民，在止于至善。”院校课堂是传道授业解惑的重要阵地，教员既要传授知识，更要塑造灵魂。推动课堂教学转型，必须坚持立德树人根本任务，把思想政治教育贯穿教学全过程，引导学员坚定理想信念、砥砺血性胆气，把知识转化为能力，把能力转化为战斗力。“大学之道，在明明德，在亲民，在止于至善。”院校课堂是传道授业解惑的重要阵地，教员既要传授知识，更要塑造灵魂。推动课堂教学转型，必须坚持立德树人根本任务，把思想政治教育贯穿教学全过程，引导学员坚定理想信念、砥砺血性胆气，把知识转化为能力，把能力转化为战斗力。“大学之道，在明明德，在亲民，在止于至善。”院校课堂是传道授业解惑的重要阵地，教员既要传授知识，更要塑造灵魂。推动课堂教学转型，必须坚持立德树人根本任务，把思想政治教育贯穿教学全过程，引导学员坚定理想信念、砥砺血性胆气，把知识转化为能力，把能力转化为战斗力。“大学之道，在明明德，在亲民，在止于至善。”院校课堂是传道授业解惑的重要阵地，教员既要传授知识，更要塑造灵魂。推动课堂教学转型，必须坚持立德树人根本任务，把思想政治教育贯穿教学全过程，引导学员坚定理想信念、砥砺血性胆气，把知识转化为能力，把能力转化为战斗力。“大学之道，在明明德，在亲民，在止于至善。”院校课堂是传道授业解惑的重要阵地，教员既要传授知识，更要塑造灵魂。推动课堂教学转型，必须坚持立德树人根本任务，把思想政治教育贯穿教学全过程，引导学员坚定理想信念、砥砺血性胆气，把知识转化为能力，把能力转化为战斗力。 — [433, 541, 511, 749]
section-title: 军事论坛 — [268, 5, 337, 23]
decorative-seal — [358, 149, 380, 165]
right-article-title: 场景赋能：战斗力建设新引擎 — [534, 66, 568, 206]
